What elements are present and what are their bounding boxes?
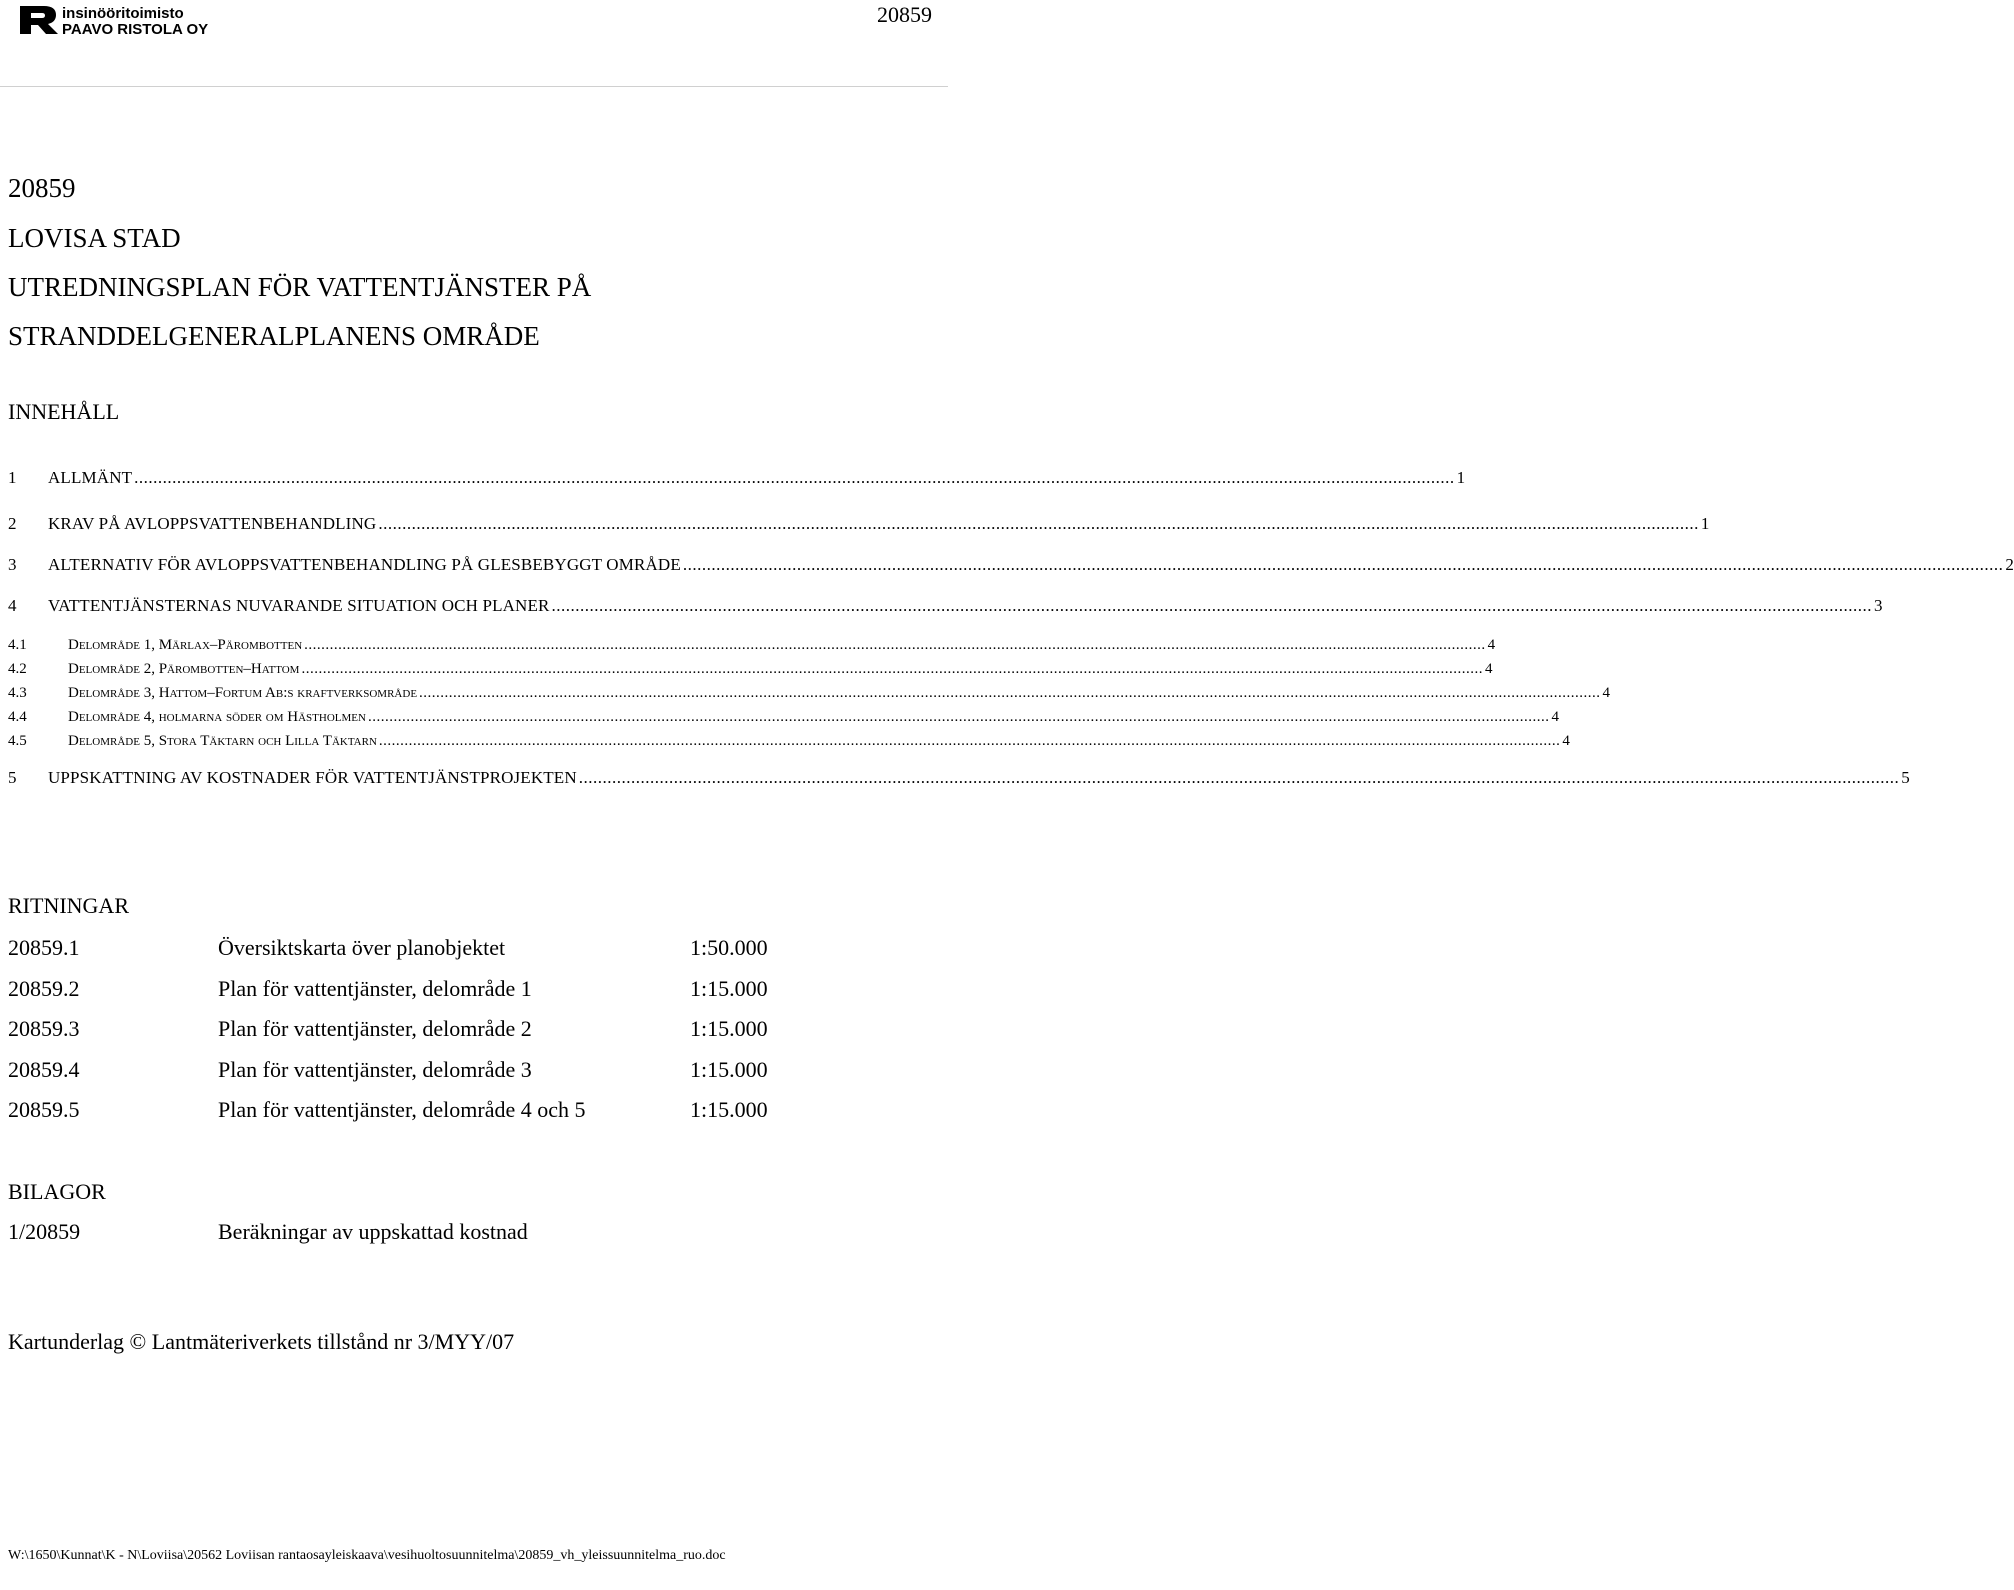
toc-leader-dots: ...................................................................................................................................................................................................................................................................................... xyxy=(301,661,1483,677)
drawing-description: Plan för vattentjänster, delområde 3 xyxy=(218,1057,532,1082)
toc-entry-number: 3 xyxy=(8,555,17,574)
drawing-description: Plan för vattentjänster, delområde 1 xyxy=(218,976,532,1001)
toc-leader-dots: ...................................................................................................................................................................................................................................................................................... xyxy=(134,468,1455,487)
drawing-scale: 1:15.000 xyxy=(690,1016,768,1041)
toc-entry-title: KRAV PÅ AVLOPPSVATTENBEHANDLING xyxy=(48,514,377,533)
toc-entry-page: 4 xyxy=(1484,661,1493,677)
drawings-heading: RITNINGAR xyxy=(8,893,129,918)
toc-entry-page: 5 xyxy=(1901,768,1910,787)
toc-leader-dots: ...................................................................................................................................................................................................................................................................................... xyxy=(682,555,2004,574)
drawing-description: Översiktskarta över planobjektet xyxy=(218,935,506,960)
toc-leader-dots: ...................................................................................................................................................................................................................................................................................... xyxy=(551,596,1872,615)
toc-leader-dots: ...................................................................................................................................................................................................................................................................................... xyxy=(304,637,1486,653)
drawing-id: 20859.3 xyxy=(8,1016,80,1041)
drawing-row xyxy=(8,1057,908,1083)
toc-entry-number: 1 xyxy=(8,468,17,487)
toc-entry-number: 4.2 xyxy=(8,661,27,677)
drawing-scale: 1:15.000 xyxy=(690,1097,768,1122)
toc-entry-title: ALTERNATIV FÖR AVLOPPSVATTENBEHANDLING PÅ GLESBEBYGGT OMRÅDE xyxy=(48,555,681,574)
drawing-row xyxy=(8,976,908,1002)
header-divider xyxy=(0,86,948,87)
footer-file-path: W:\1650\Kunnat\K - N\Loviisa\20562 Loviisan rantaosayleiskaava\vesihuoltosuunnitelma\20859_vh_yleissuunnitelma_ruo.doc xyxy=(8,1548,726,1563)
toc-entry-page: 1 xyxy=(1700,514,1710,533)
toc-leader-dots: ...................................................................................................................................................................................................................................................................................... xyxy=(578,768,1900,787)
toc-entry[interactable] xyxy=(8,709,1559,726)
drawing-id: 20859.4 xyxy=(8,1057,80,1082)
toc-entry-page: 3 xyxy=(1873,596,1883,615)
toc-entry-title: Delområde 2, Pärombotten–Hattom xyxy=(68,661,300,677)
drawing-id: 20859.5 xyxy=(8,1097,80,1122)
toc-entry-title: Delområde 5, Stora Täktarn och Lilla Täktarn xyxy=(68,733,377,749)
toc-leader-dots: ...................................................................................................................................................................................................................................................................................... xyxy=(419,685,1601,701)
drawing-id: 20859.1 xyxy=(8,935,80,960)
appendix-id: 1/20859 xyxy=(8,1219,81,1244)
toc-entry-number: 5 xyxy=(8,768,17,787)
toc-entry-number: 4.3 xyxy=(8,685,27,701)
toc-entry-number: 2 xyxy=(8,514,17,533)
toc-leader-dots: ...................................................................................................................................................................................................................................................................................... xyxy=(378,733,1561,749)
appendix-row xyxy=(8,1219,908,1245)
toc-entry-title: Delområde 3, Hattom–Fortum Ab:s kraftverksområde xyxy=(68,685,418,701)
toc-entry[interactable] xyxy=(8,555,2014,575)
toc-entry-title: ALLMÄNT xyxy=(48,468,133,487)
logo-mark xyxy=(18,4,280,36)
toc-entry-page: 1 xyxy=(1456,468,1466,487)
toc-entry[interactable] xyxy=(8,637,1496,654)
toc-entry[interactable] xyxy=(8,733,1570,750)
toc-entry[interactable] xyxy=(8,596,1883,616)
title-line-2: STRANDDELGENERALPLANENS OMRÅDE xyxy=(8,321,540,351)
toc-heading: INNEHÅLL xyxy=(8,399,120,424)
toc-entry-title: VATTENTJÄNSTERNAS NUVARANDE SITUATION OCH PLANER xyxy=(48,596,550,615)
drawing-row xyxy=(8,1097,908,1123)
drawing-row xyxy=(8,935,908,961)
toc-entry-page: 4 xyxy=(1551,709,1559,725)
toc-entry-page: 4 xyxy=(1562,733,1570,749)
drawing-description: Plan för vattentjänster, delområde 2 xyxy=(218,1016,532,1041)
toc-leader-dots: ...................................................................................................................................................................................................................................................................................... xyxy=(378,514,1699,533)
company-logo xyxy=(18,4,280,36)
toc-entry-title: Delområde 1, Märlax–Pärombotten xyxy=(68,637,303,653)
toc-entry-title: UPPSKATTNING AV KOSTNADER FÖR VATTENTJÄNSTPROJEKTEN xyxy=(48,768,577,787)
drawing-description: Plan för vattentjänster, delområde 4 och 5 xyxy=(218,1097,586,1122)
drawing-scale: 1:15.000 xyxy=(690,1057,768,1082)
drawing-id: 20859.2 xyxy=(8,976,80,1001)
toc-entry-page: 4 xyxy=(1602,685,1611,701)
toc-entry-number: 4.1 xyxy=(8,637,27,653)
toc-entry[interactable] xyxy=(8,468,1466,488)
title-number: 20859 xyxy=(8,173,76,203)
logo-line1: insinööritoimisto xyxy=(62,5,184,22)
toc-entry-number: 4.4 xyxy=(8,709,27,725)
toc-entry-page: 2 xyxy=(2005,555,2014,574)
header-doc-number: 20859 xyxy=(877,2,932,27)
logo-line2: PAAVO RISTOLA OY xyxy=(62,21,209,38)
toc-entry-number: 4 xyxy=(8,596,17,615)
toc-entry[interactable] xyxy=(8,685,1611,702)
title-city: LOVISA STAD xyxy=(8,223,181,253)
toc-entry-number: 4.5 xyxy=(8,733,27,749)
appendices-heading: BILAGOR xyxy=(8,1179,106,1204)
map-copyright-note: Kartunderlag © Lantmäteriverkets tillstånd nr 3/MYY/07 xyxy=(8,1329,515,1354)
toc-entry-page: 4 xyxy=(1487,637,1496,653)
title-line-1: UTREDNINGSPLAN FÖR VATTENTJÄNSTER PÅ xyxy=(8,272,592,302)
appendix-description: Beräkningar av uppskattad kostnad xyxy=(218,1219,528,1244)
toc-entry[interactable] xyxy=(8,514,1710,534)
toc-entry-title: Delområde 4, holmarna söder om Hästholmen xyxy=(68,709,366,725)
drawing-scale: 1:50.000 xyxy=(690,935,768,960)
drawing-scale: 1:15.000 xyxy=(690,976,768,1001)
toc-entry[interactable] xyxy=(8,768,1910,788)
toc-leader-dots: ...................................................................................................................................................................................................................................................................................... xyxy=(367,709,1550,725)
drawing-row xyxy=(8,1016,908,1042)
toc-entry[interactable] xyxy=(8,661,1493,678)
